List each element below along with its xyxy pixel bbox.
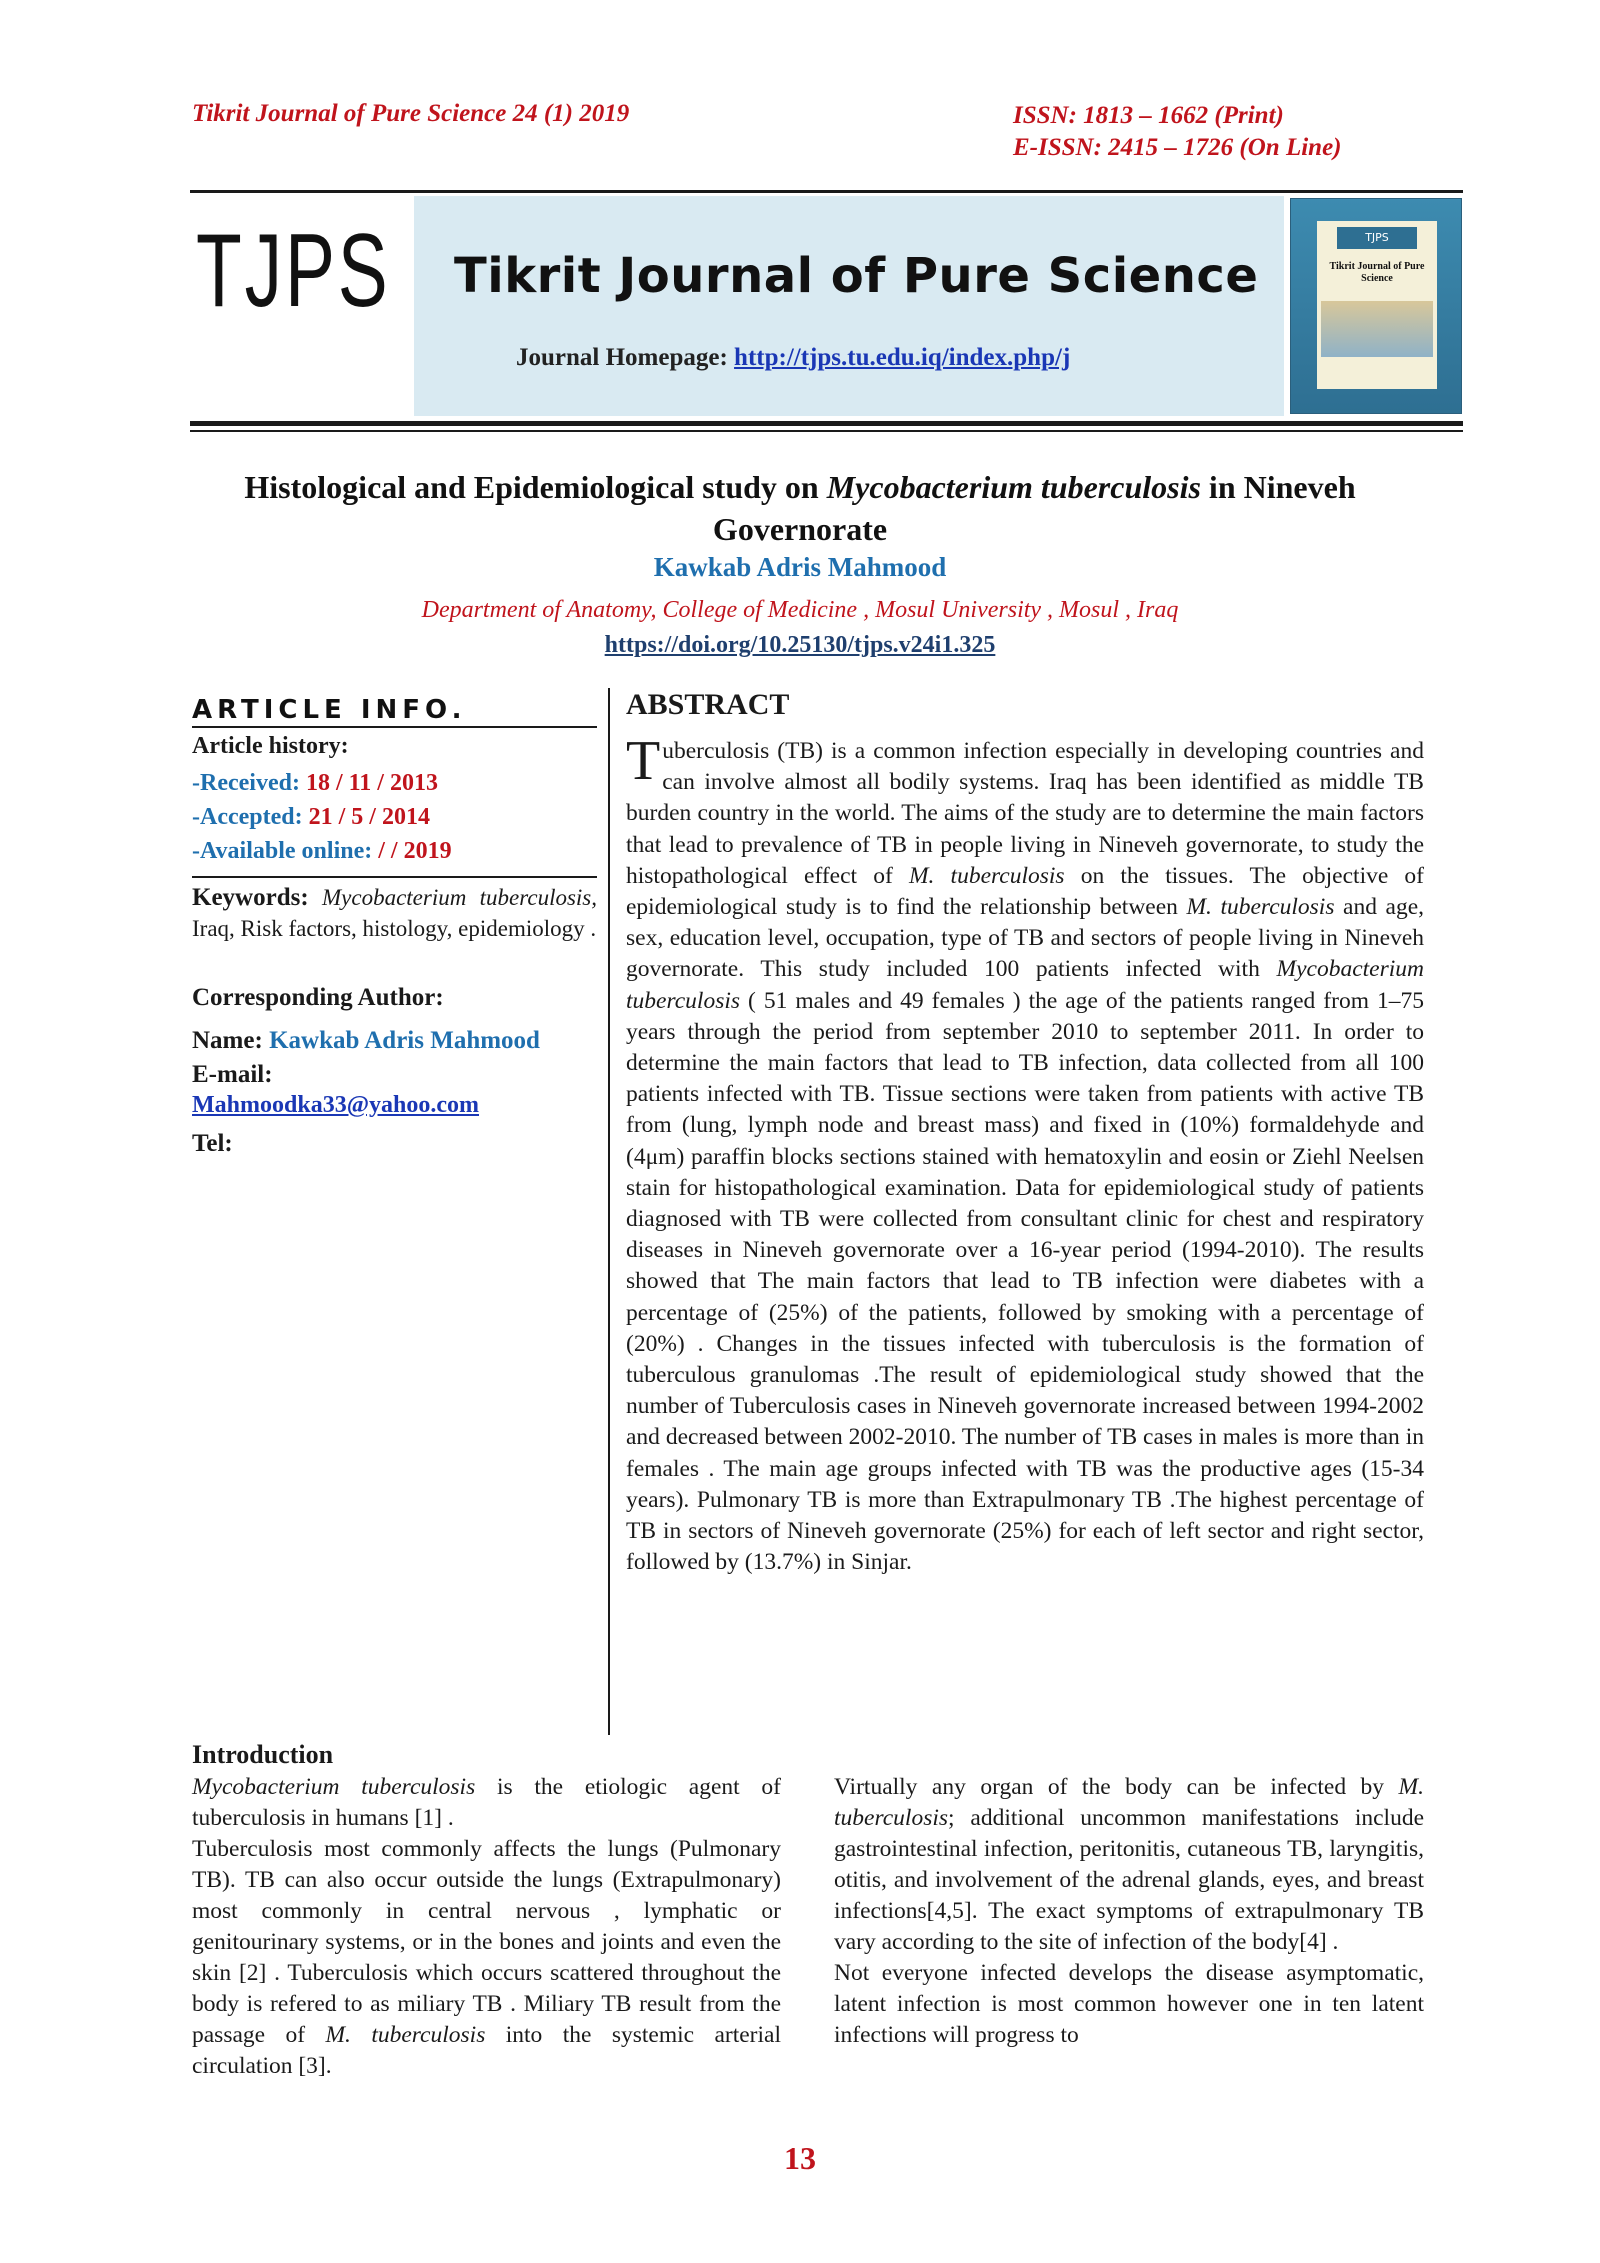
corresponding-author-label: Corresponding Author: [192, 984, 444, 1011]
author-affiliation: Department of Anatomy, College of Medicine , Mosul University , Mosul , Iraq [421, 597, 1179, 623]
homepage-label: Journal Homepage: [516, 344, 735, 371]
tjps-logo: TJPS [196, 213, 391, 329]
intro-paragraph: Mycobacterium tuberculosis is the etiologic agent of tuberculosis in humans [1] . [192, 1774, 782, 1831]
doi-link[interactable]: https://doi.org/10.25130/tjps.v24i1.325 [604, 632, 996, 658]
introduction-left-column [192, 1772, 781, 2082]
homepage-link[interactable]: http://tjps.tu.edu.iq/index.php/j [734, 344, 1071, 371]
article-title: Histological and Epidemiological study on Mycobacterium tuberculosis in Nineveh Governorate [244, 469, 1356, 547]
article-doi [200, 632, 1400, 659]
cover-title: Tikrit Journal of Pure Science [1329, 261, 1425, 284]
email-link[interactable]: Mahmoodka33@yahoo.com [192, 1092, 480, 1118]
article-author: Kawkab Adris Mahmood [653, 552, 947, 582]
article-history-label: Article history: [192, 733, 349, 759]
received-date: -Received: 18 / 11 / 2013 [192, 770, 438, 796]
cover-illustration [1321, 301, 1433, 357]
journal-name: Tikrit Journal of Pure Science [454, 248, 1259, 304]
journal-homepage [516, 344, 1070, 372]
page-number: 13 [784, 2140, 816, 2176]
issn-block [1013, 100, 1342, 164]
accepted-date: -Accepted: 21 / 5 / 2014 [192, 804, 430, 830]
online-date: -Available online: / / 2019 [192, 838, 452, 864]
email-label: E-mail: [192, 1061, 273, 1088]
intro-paragraph: Tuberculosis most commonly affects the lungs (Pulmonary TB). TB can also occur outside the lungs (Extrapulmonary) most commonly in central nervous , lymphatic or genitourinary systems, or in the bones and joints and even the skin [2] . Tuberculosis which occurs scattered throughout the body is refered to as miliary TB . Miliary TB result from the passage of M. tuberculosis into the systemic arterial circulation [3]. [192, 1836, 781, 2079]
journal-banner [414, 196, 1284, 416]
tel-label: Tel: [192, 1130, 233, 1157]
cover-footer [1321, 363, 1433, 383]
issn-online: E-ISSN: 2415 – 1726 (On Line) [1013, 134, 1342, 161]
column-divider [608, 688, 610, 1735]
article-info-rule [192, 726, 597, 728]
abstract-body: Tuberculosis (TB) is a common infection especially in developing countries and can involve almost all bodily systems. Iraq has been identified as middle TB burden country in the world. The aims of the study are to determine the main factors that lead to prevalence of TB in people living in Nineveh governorate, to study the histopathological effect of M. tuberculosis on the tissues. The objective of epidemiological study is to find the relationship between M. tuberculosis and age, sex, education level, occupation, type of TB and sectors of people living in Nineveh governorate. This study included 100 patients infected with Mycobacterium tuberculosis ( 51 males and 49 females ) the age of the patients ranged from 1–75 years through the period from september 2010 to september 2011. In order to determine the main factors that lead to TB infection, data collected from all 100 patients infected with TB. Tissue sections were taken from patients with active TB from (lung, lymph node and breast mass) and fixed in (10%) formaldehyde and (4μm) paraffin blocks sections stained with hematoxylin and eosin or Ziehl Neelsen stain for histopathological examination. Data for epidemiological study of patients diagnosed with TB were collected from consultant clinic for chest and respiratory diseases in Nineveh governorate over a 16-year period (1994-2010). The results showed that The main factors that lead to TB infection were diabetes with a percentage of (25%) of the patients, followed by smoking with a percentage of (20%) . Changes in the tissues infected with tuberculosis is the formation of tuberculous granulomas .The result of epidemiological study showed that the number of Tuberculosis cases in Nineveh governorate increased between 1994-2002 and decreased between 2002-2010. The number of TB cases in males is more than in females . The main age groups infected with TB was the productive ages (15-34 years). Pulmonary TB is more than Extrapulmonary TB .The highest percentage of TB in sectors of Nineveh governorate (25%) for each of left sector and right sector, followed by (13.7%) in Sinjar. [626, 730, 1425, 1576]
introduction-heading: Introduction [192, 1740, 334, 1769]
drop-cap: T [626, 730, 661, 792]
header-rule-bottom-thin [190, 430, 1463, 432]
journal-cover-image [1290, 198, 1462, 414]
header-rule-top [190, 190, 1463, 193]
intro-paragraph: Not everyone infected develops the disease asymptomatic, latent infection is most common however one in ten latent infections will progress to [834, 1960, 1424, 2048]
cover-page [1317, 221, 1437, 389]
introduction-right-column [834, 1772, 1424, 2051]
cover-badge: TJPS [1337, 227, 1417, 249]
history-rule [192, 876, 597, 878]
author-name: Name: Kawkab Adris Mahmood [192, 1027, 540, 1054]
journal-issue: Tikrit Journal of Pure Science 24 (1) 2019 [192, 100, 630, 127]
abstract-heading: ABSTRACT [626, 688, 790, 721]
issn-print: ISSN: 1813 – 1662 (Print) [1013, 102, 1284, 129]
article-info-heading: ARTICLE INFO. [192, 695, 467, 725]
keywords: Keywords: Mycobacterium tuberculosis, Iraq, Risk factors, histology, epidemiology . [192, 884, 598, 941]
header-rule-bottom [190, 421, 1463, 426]
intro-paragraph: Virtually any organ of the body can be infected by M. tuberculosis; additional uncommon manifestations include gastrointestinal infection, peritonitis, cutaneous TB, laryngitis, otitis, and involvement of the adrenal glands, eyes, and breast infections[4,5]. The exact symptoms of extrapulmonary TB vary according to the site of infection of the body[4] . [834, 1774, 1424, 1955]
